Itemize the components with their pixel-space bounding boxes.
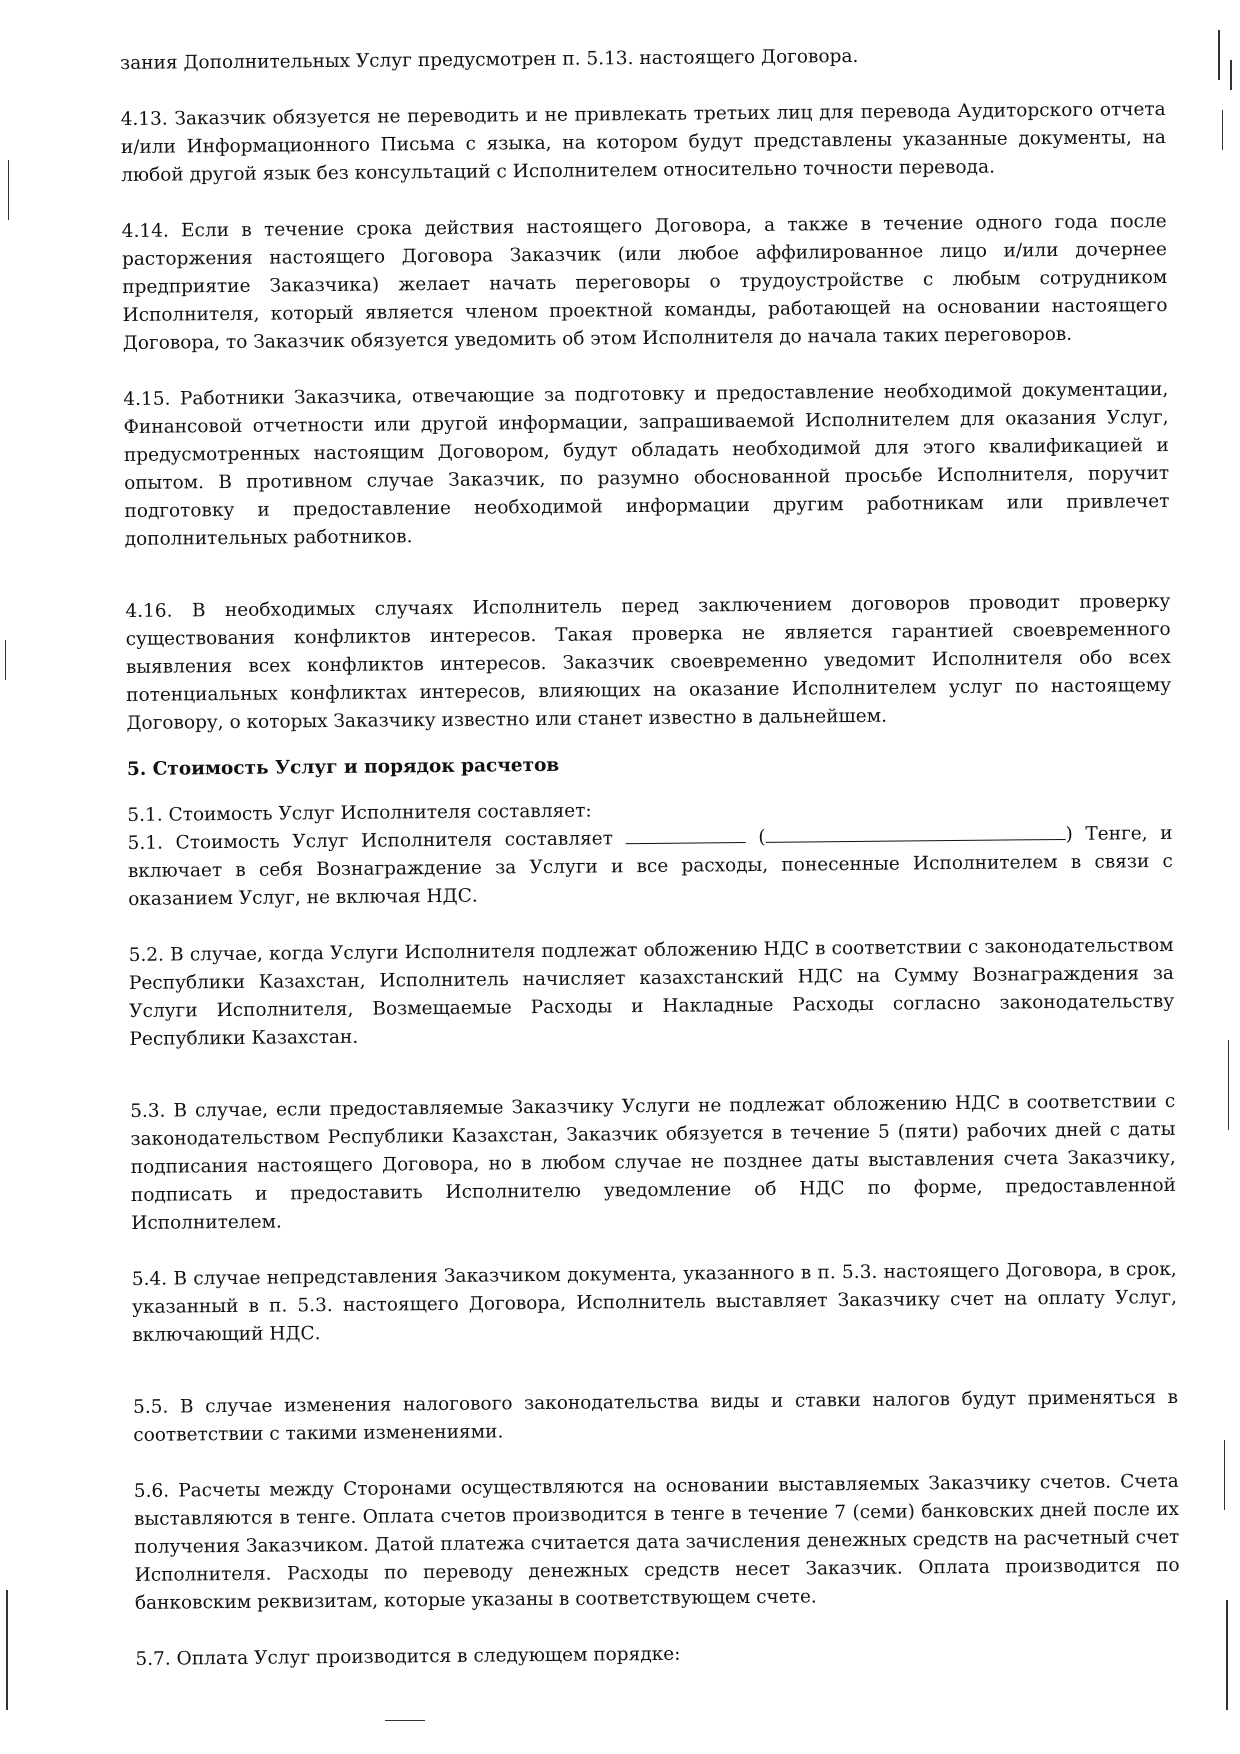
scan-mark-right-2 (1230, 60, 1232, 90)
paragraph-5-1-b-start: 5.1. Стоимость Услуг Исполнителя составляет (127, 828, 614, 854)
scan-mark-right-5 (1224, 1440, 1225, 1510)
paragraph-5-1-a: 5.1. Стоимость Услуг Исполнителя составляет: (127, 800, 592, 826)
paragraph-5-6: 5.6. Расчеты между Сторонами осуществляются на основании выставляемых Заказчику счетов. Счета выставляются в тенге. Оплата счетов производится в тенге в течение 7 (семи) банковских дней после их получения Заказчиком. Датой платежа считается дата зачисления денежных средств на расчетный счет Исполнителя. Расходы по переводу денежных средств несет Заказчик. Оплата производится по банковским реквизитам, которые указаны в соответствующем счете. (133, 1470, 1180, 1614)
paragraph-5-1-b (127, 820, 1173, 914)
scan-mark-right-4 (1228, 1040, 1229, 1130)
document-page (120, 40, 1181, 1674)
amount-blank-line (625, 826, 745, 844)
paragraph-5-5: 5.5. В случае изменения налогового законодательства виды и ставки налогов будут применяться в соответствии с такими изменениями. (132, 1386, 1179, 1446)
scan-mark-left-3 (6, 1590, 8, 1710)
paragraph-4-13: 4.13. Заказчик обязуется не переводить и не привлекать третьих лиц для перевода Аудиторского отчета и/или Информационного Письма с языка, на котором будут представлены указанные документы, на любой другой язык без консультаций с Исполнителем относительно точности перевода. (120, 98, 1166, 186)
paragraph-5-7: 5.7. Оплата Услуг производится в следующем порядке: (135, 1643, 681, 1670)
paragraph-5-1-b-paren: ( (745, 826, 766, 849)
scan-mark-right-6 (1226, 1600, 1228, 1710)
scan-mark-left-1 (8, 160, 9, 220)
scan-mark-left-2 (5, 640, 6, 680)
paragraph-5-2: 5.2. В случае, когда Услуги Исполнителя подлежат обложению НДС в соответствии с законодательством Республики Казахстан, Исполнитель начисляет казахстанский НДС на Сумму Вознаграждения за Услуги Исполнителя, Возмещаемые Расходы и Накладные Расходы согласно законодательству Республики Казахстан. (128, 934, 1175, 1050)
paragraph-4-15: 4.15. Работники Заказчика, отвечающие за подготовку и предоставление необходимой документации, Финансовой отчетности или другой информации, запрашиваемой Исполнителем для оказания Услуг, предусмотренных настоящим Договором, будут обладать необходимой для этого квалификацией и опытом. В противном случае Заказчик, по разумно обоснованной просьбе Исполнителя, поручит подготовку и предоставление необходимой информации другим работникам или привлечет дополнительных работников. (123, 378, 1170, 550)
scan-mark-right-3 (1222, 110, 1223, 150)
paragraph-5-4: 5.4. В случае непредставления Заказчиком документа, указанного в п. 5.3. настоящего Договора, в срок, указанный в п. 5.3. настоящего Договора, Исполнитель выставляет Заказчику счет на оплату Услуг, включающий НДС. (131, 1258, 1178, 1346)
paragraph-intro: зания Дополнительных Услуг предусмотрен п. 5.13. настоящего Договора. (120, 45, 859, 74)
paragraph-5-3: 5.3. В случае, если предоставляемые Заказчику Услуги не подлежат обложению НДС в соответствии с законодательством Республики Казахстан, Заказчик обязуется в течение 5 (пяти) рабочих дней с даты подписания настоящего Договора, но в любом случае не позднее даты выставления счета Заказчику, подписать и предоставить Исполнителю уведомление об НДС по форме, предоставленной Исполнителем. (130, 1090, 1177, 1234)
section-5-heading: 5. Стоимость Услуг и порядок расчетов (126, 754, 560, 780)
amount-words-blank-line (765, 823, 1065, 843)
scan-mark-right-1 (1218, 30, 1220, 80)
scan-mark-bottom (385, 1720, 425, 1721)
paragraph-4-16: 4.16. В необходимых случаях Исполнитель перед заключением договоров проводит проверку существования конфликтов интересов. Такая проверка не является гарантией своевременного выявления всех конфликтов интересов. Заказчик своевременно уведомит Исполнителя обо всех потенциальных конфликтах интересов, влияющих на оказание Исполнителем услуг по настоящему Договору, о которых Заказчику известно или станет известно в дальнейшем. (125, 590, 1172, 734)
paragraph-4-14: 4.14. Если в течение срока действия настоящего Договора, а также в течение одного года после расторжения настоящего Договора Заказчик (или любое аффилированное лицо и/или дочернее предприятие Заказчика) желает начать переговоры о трудоустройстве с любым сотрудником Исполнителя, который является членом проектной команды, работающей на основании настоящего Договора, то Заказчик обязуется уведомить об этом Исполнителя до начала таких переговоров. (121, 210, 1168, 354)
paragraph-5-1-b-end: ) Тенге, и включает в себя Вознаграждение за Услуги и все расходы, понесенные Исполнителем в связи с оказанием Услуг, не включая НДС. (127, 822, 1173, 910)
